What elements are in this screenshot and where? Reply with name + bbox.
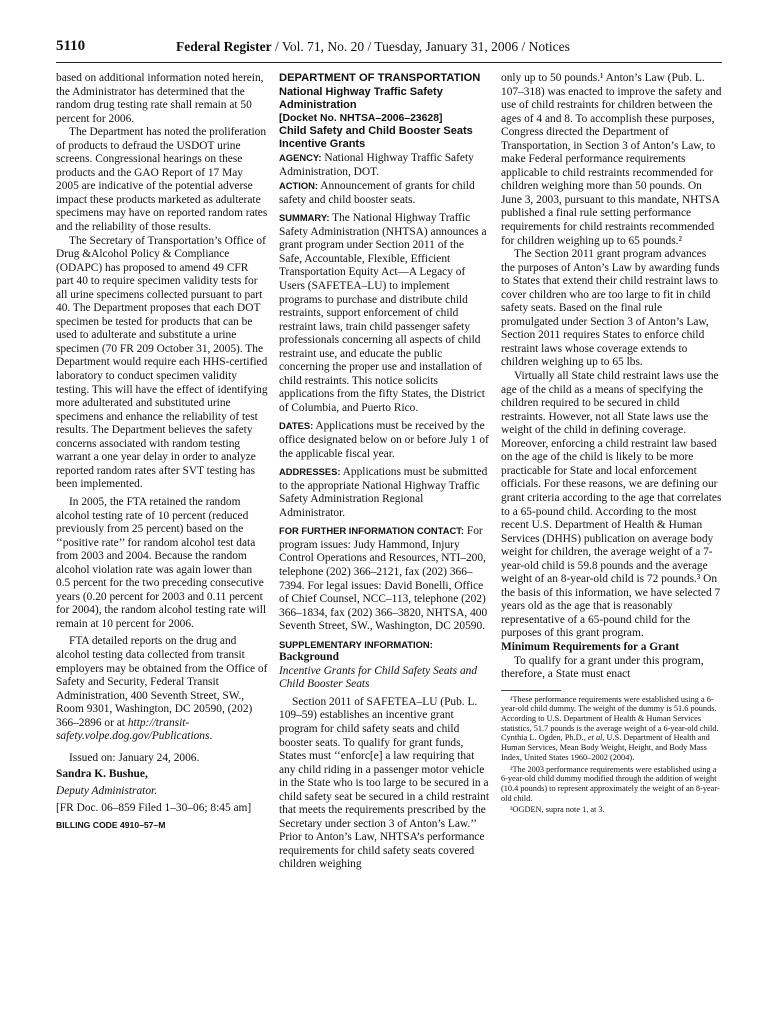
signer-name: Sandra K. Bushue, <box>56 768 148 781</box>
agency-heading: National Highway Traffic Safety Administration <box>279 85 443 111</box>
field-text: Announcement of grants for child safety and child booster seats. <box>279 180 475 206</box>
paragraph <box>56 635 268 743</box>
paragraph: Virtually all State child restraint laws use the age of the child as a means of specifying the children required to be secured in child restraints. However, not all State laws use the weight of the child in defining coverage. Moreover, enforcing a child restraint law based on the age of the child is likely to be more practicable for State and local enforcement officials. For these reasons, we are defining our grant criteria according to the age that correlates to a 65-pound child. According to the most recent U.S. Department of Health & Human Services (DHHS) publication on average body weight for children, the average weight of a 7-year-old child is 59.8 pounds and the average weight of an 8-year-old child is 72 pounds.³ On the basis of this information, we have selected 7 years old as the age that is reasonably representative of a 65-pound child for the purposes of this grant program. <box>501 370 722 640</box>
publications-link[interactable]: http://transit-safety.volpe.dog.gov/Publications <box>56 716 210 743</box>
field-text: National Highway Traffic Safety Administration, DOT. <box>279 152 474 178</box>
header-rule <box>56 62 722 63</box>
paragraph: only up to 50 pounds.¹ Anton’s Law (Pub. L. 107–318) was enacted to improve the safety and use of child restraints for children between the ages of 4 and 8. To accomplish these purposes, Congress directed the Department of Transportation, in Section 3 of Anton’s Law, to make Federal performance requirements applicable to child restraints recommended for children weighing more than 50 pounds. On June 3, 2003, pursuant to this mandate, NHTSA published a final rule setting performance requirements for child restraints recommended for children weighing up to 65 pounds.² <box>501 72 722 247</box>
issued-date: Issued on: January 24, 2006. <box>69 751 200 764</box>
column-right <box>501 72 722 817</box>
paragraph: In 2005, the FTA retained the random alcohol testing rate of 10 percent (reduced previously from 25 percent) based on the ‘‘positive rate’’ for random alcohol test data from 2003 and 2004. Because the random alcohol violation rate was again lower than 0.5 percent for the two preceding consecutive years (0.20 percent for 2003 and 0.11 percent for 2004), the random alcohol testing rate will remain at 10 percent for 2006. <box>56 495 267 630</box>
volume-info: Vol. 71, No. 20 <box>281 39 365 54</box>
subheading: Incentive Grants for Child Safety Seats and Child Booster Seats <box>279 664 478 691</box>
footnote-text: , U.S. Department of Health and Human Services, Mean Body Weight, Height, and Body Mass Index, United States 1960–2002 (2004). <box>501 733 710 762</box>
paragraph: The Section 2011 grant program advances the purposes of Anton’s Law by awarding funds to States that extend their child restraint laws to cover children who are too large to fit in child safety seats. Based on the final rule promulgated under Section 3 of Anton’s Law, Section 2011 requires States to enforce child restraint laws whose coverage extends to children weighing up to 65 lbs. <box>501 248 720 369</box>
column-left <box>56 72 268 833</box>
journal-name: Federal Register <box>176 39 272 54</box>
field-label: ACTION: <box>279 180 319 192</box>
field-label: ADDRESSES: <box>279 466 341 478</box>
running-head <box>176 39 570 55</box>
agency-field <box>279 151 489 179</box>
addresses-field <box>279 465 489 520</box>
separator: / <box>364 39 375 54</box>
paragraph-text: . <box>209 730 213 743</box>
footnote-1 <box>501 695 722 763</box>
field-text: Applications must be received by the office designated below on or before July 1 of the applicable fiscal year. <box>279 420 489 460</box>
footnote-2: ²The 2003 performance requirements were established using a 6-year-old child dummy modified through the addition of weight (10.4 pounds) to represent approximately the weight of an 8-year-old child. <box>501 764 720 803</box>
issue-date: Tuesday, January 31, 2006 <box>374 39 519 54</box>
fr-doc-line: [FR Doc. 06–859 Filed 1–30–06; 8:45 am] <box>56 802 252 815</box>
section-name: Notices <box>528 39 570 54</box>
field-label: DATES: <box>279 420 314 432</box>
paragraph: To qualify for a grant under this program, therefore, a State must enact <box>501 654 704 681</box>
separator: / <box>271 39 282 54</box>
page-header <box>56 38 722 60</box>
footnote-text: ¹These performance requirements were established using a 6-year-old child dummy. The weight of the dummy is 51.6 pounds. According to U.S. Department of Health & Human Services statistics, 51.7 pounds is the average weight of a 6-year-old child. Cynthia L. Ogden, Ph.D., <box>501 694 719 743</box>
background-heading: Background <box>279 651 339 664</box>
footnote-text: et al <box>587 733 603 743</box>
summary-field <box>279 211 489 415</box>
paragraph: based on additional information noted herein, the Administrator has determined that the random drug testing rate shall remain at 50 percent for 2006. <box>56 72 264 125</box>
paragraph: The Department has noted the proliferation of products to defraud the USDOT urine screens. Congressional hearings on these products and the GAO Report of 17 May 2005 are indicative of the potential adverse impact these products marketed as adulterate specimens may have on reported random rates and the reliability of those results. <box>56 126 268 234</box>
billing-code: BILLING CODE 4910–57–M <box>56 819 166 830</box>
signer-title: Deputy Administrator. <box>56 784 158 797</box>
docket-number: [Docket No. NHTSA–2006–23628] <box>279 112 443 124</box>
field-label: FOR FURTHER INFORMATION CONTACT: <box>279 525 465 537</box>
paragraph: Section 2011 of SAFETEA–LU (Pub. L. 109–59) establishes an incentive grant program for child safety seats and child booster seats. To qualify for grant funds, States must ‘‘enforc[e] a law requiring that any child riding in a passenger motor vehicle in the State who is too large to be secured in a child safety seat be secured in a child restraint that meets the requirements prescribed by the Secretary under section 3 of Anton’s Law.’’ Prior to Anton’s Law, NHTSA’s performance requirements for child safety seats covered children weighing <box>279 695 490 871</box>
field-label: AGENCY: <box>279 152 322 164</box>
field-text: The National Highway Traffic Safety Administration (NHTSA) announces a grant program under Section 2011 of the Safe, Accountable, Flexible, Efficient Transportation Equity Act—A Legacy of Users (SAFETEA–LU) to implement programs to purchase and distribute child restraints, support enforcement of child restraint laws, train child passenger safety professionals concerning all aspects of child restraint use, and educate the public concerning the proper use and installation of child restraints. This notice solicits applications from the fifty States, the District of Columbia, and Puerto Rico. <box>279 212 487 414</box>
separator: / <box>518 39 529 54</box>
footnote-3: ³OGDEN, supra note 1, at 3. <box>510 805 605 815</box>
dates-field <box>279 419 489 461</box>
paragraph-text: FTA detailed reports on the drug and alcohol testing data collected from transit employers may be obtained from the Office of Safety and Security, Federal Transit Administration, 400 Seventh Street, SW., Room 9301, Washington, DC 20590, (202) 366–2896 or at <box>56 635 268 729</box>
supplementary-label: SUPPLEMENTARY INFORMATION: <box>279 638 433 650</box>
column-middle <box>279 72 489 872</box>
paragraph: The Secretary of Transportation’s Office of Drug &Alcohol Policy & Compliance (ODAPC) has proposed to amend 49 CFR part 40 to require specimen validity tests for all urine specimens collected pursuant to part 40. The Department proposes that each DOT specimen be tested for products that can be used to adulterate and substitute a urine specimen (70 FR 209 October 31, 2005). The Department would require each HHS-certified laboratory to conduct specimen validity testing. This will have the effect of identifying more adulterated and substituted urine specimens and enhance the reliability of test results. The Department believes the safety concerns associated with random testing warrant a one year delay in order to analyze reported random rates after SVT testing has been implemented. <box>56 234 268 491</box>
notice-subject: Child Safety and Child Booster Seats Incentive Grants <box>279 125 473 151</box>
contact-field <box>279 524 489 633</box>
field-text: Applications must be submitted to the appropriate National Highway Traffic Safety Administration Regional Administrator. <box>279 466 488 519</box>
field-text: For program issues: Judy Hammond, Injury Control Operations and Resources, NTI–200, telephone (202) 366–2121, fax (202) 366–7394. For legal issues: David Bonelli, Office of Chief Counsel, NCC–113, telephone (202) 366–1834, fax (202) 366–3820, NHTSA, 400 Seventh Street, SW., Washington, DC 20590. <box>279 525 488 633</box>
footnote-rule <box>501 690 561 691</box>
action-field <box>279 179 489 207</box>
department-heading: DEPARTMENT OF TRANSPORTATION <box>279 72 481 84</box>
field-label: SUMMARY: <box>279 212 330 224</box>
page-number: 5110 <box>56 38 86 54</box>
section-heading: Minimum Requirements for a Grant <box>501 640 680 653</box>
